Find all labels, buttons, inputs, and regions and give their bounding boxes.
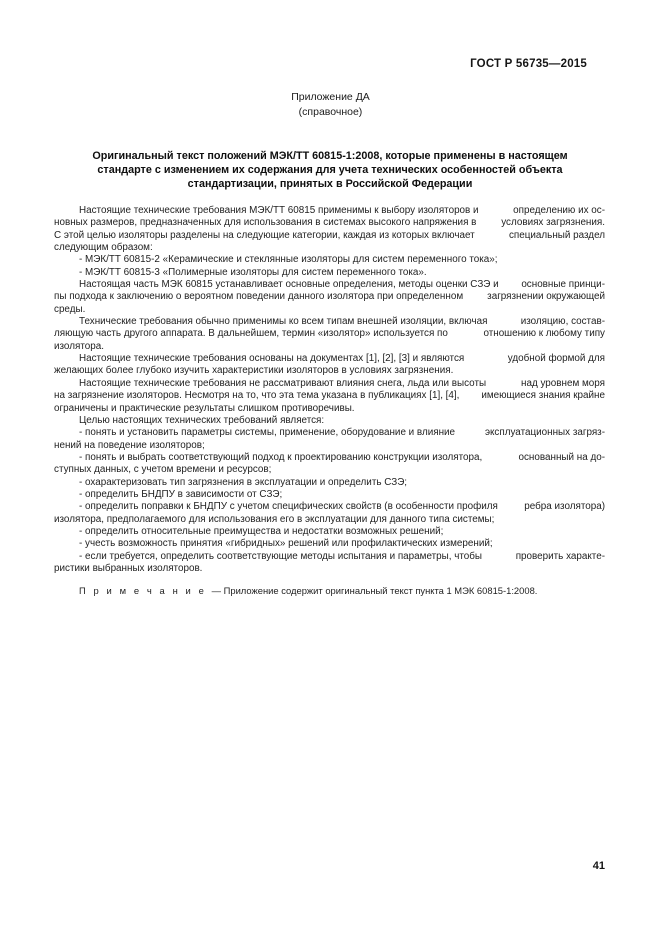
paragraph-line	[54, 390, 605, 402]
text-run: - понять и выбрать соответствующий подход к проектированию конструкции изолятора,	[79, 451, 483, 463]
list-item-continuation: нений на поведение изоляторов;	[54, 439, 205, 451]
text-run: основные принци-	[521, 279, 605, 291]
text-run: эксплуатационных загряз-	[484, 427, 605, 439]
list-item	[54, 452, 605, 464]
text-run: загрязнении окружающей	[487, 291, 605, 303]
paragraph-line	[54, 279, 605, 291]
text-run: Настоящие технические требования МЭК/ТТ 60815 применимы к выбору изоляторов и	[79, 205, 479, 216]
text-run: основанный на до-	[518, 451, 605, 463]
list-item: - МЭК/ТТ 60815-2 «Керамические и стеклянные изоляторы для систем переменного тока»;	[79, 254, 498, 266]
paragraph-line	[54, 291, 605, 303]
note-block	[54, 585, 605, 597]
text-run: имеющиеся знания крайне	[481, 390, 605, 402]
text-run: - если требуется, определить соответствующие методы испытания и параметры, чтобы	[79, 550, 483, 562]
note-text: — Приложение содержит оригинальный текст пункта 1 МЭК 60815-1:2008.	[211, 585, 538, 596]
paragraph-line: среды.	[54, 303, 86, 315]
list-item	[54, 551, 605, 563]
note-label: П р и м е ч а н и е	[79, 585, 207, 596]
text-run: ляющую часть другого аппарата. В дальнейшем, термин «изолятор» используется по	[54, 328, 448, 340]
paragraph-line	[54, 328, 605, 340]
annex-title-line3: стандартизации, принятых в Российской Федерации	[187, 178, 473, 191]
paragraph-line	[54, 353, 605, 365]
paragraph-line: следующим образом:	[54, 242, 153, 254]
page-number: 41	[592, 860, 605, 872]
text-run: С этой целью изоляторы разделены на следующие категории, каждая из которых включает	[54, 229, 475, 241]
list-item: - определить БНДПУ в зависимости от СЗЭ;	[79, 488, 283, 500]
paragraph-line	[54, 316, 605, 328]
list-item-continuation: ступных данных, с учетом времени и ресурсов;	[54, 464, 272, 476]
annex-caption	[0, 90, 661, 120]
annex-title	[54, 149, 606, 192]
paragraph-line: Целью настоящих технических требований является:	[79, 414, 325, 426]
annex-title-line1: Оригинальный текст положений МЭК/ТТ 60815-1:2008, которые применены в настоящем	[92, 150, 568, 162]
list-item	[54, 501, 605, 513]
list-item	[54, 427, 605, 439]
list-item: - учесть возможность принятия «гибридных» решений или профилактических измерений;	[79, 538, 493, 550]
text-run: проверить характе-	[515, 550, 605, 562]
text-run: изоляцию, состав-	[520, 316, 605, 328]
paragraph-line	[54, 378, 605, 390]
list-item-continuation: ристики выбранных изоляторов.	[54, 562, 203, 574]
text-run: пы подхода к заключению о вероятном поведении данного изолятора при определенном	[54, 291, 464, 303]
running-header: ГОСТ Р 56735—2015	[470, 58, 587, 70]
text-run: на загрязнение изоляторов. Несмотря на то, что эта тема указана в публикациях [1], [4],	[54, 390, 460, 402]
text-run: Настоящая часть МЭК 60815 устанавливает основные определения, методы оценки СЗЭ и	[79, 279, 499, 291]
list-item: - охарактеризовать тип загрязнения в эксплуатации и определить СЗЭ;	[79, 476, 408, 488]
paragraph-line: желающих более глубоко изучить характеристики изоляторов в условиях загрязнения.	[54, 365, 454, 377]
list-item-continuation: изолятора, предполагаемого для использования его в эксплуатации для данного типа системы;	[54, 513, 495, 525]
list-item: - определить относительные преимущества и недостатки возможных решений;	[79, 525, 444, 537]
text-run: удобной формой для	[507, 353, 605, 365]
annex-caption-line2: (справочное)	[298, 106, 363, 118]
text-run: новных размеров, предназначенных для использования в системах высокого напряжения в	[54, 217, 477, 229]
paragraph-line	[54, 217, 605, 229]
text-run: - определить поправки к БНДПУ с учетом специфических свойств (в особенности профиля	[79, 501, 498, 513]
paragraph-line: ограничены и практические результаты слишком противоречивы.	[54, 402, 355, 414]
paragraph-line: изолятора.	[54, 340, 104, 352]
text-run: специальный раздел	[508, 229, 605, 241]
text-run: - понять и установить параметры системы, применение, оборудование и влияние	[79, 427, 456, 439]
text-run: условиях загрязнения.	[501, 217, 605, 229]
text-run: Технические требования обычно применимы ко всем типам внешней изоляции, включая	[79, 316, 488, 328]
text-run: над уровнем моря	[521, 377, 605, 389]
annex-body	[54, 205, 605, 575]
text-run: Настоящие технические требования не рассматривают влияния снега, льда или высоты	[79, 377, 487, 389]
paragraph-line	[54, 205, 605, 217]
annex-caption-line1: Приложение ДА	[291, 91, 370, 103]
text-run: определению их ос-	[513, 205, 605, 216]
text-run: отношению к любому типу	[483, 328, 605, 340]
paragraph-line	[54, 230, 605, 242]
annex-title-line2: стандарте с изменением их содержания для учета технических особенностей объекта	[97, 164, 563, 177]
text-run: Настоящие технические требования основаны на документах [1], [2], [3] и являются	[79, 353, 465, 365]
text-run: ребра изолятора)	[524, 501, 605, 513]
list-item: - МЭК/ТТ 60815-3 «Полимерные изоляторы для систем переменного тока».	[79, 266, 427, 278]
